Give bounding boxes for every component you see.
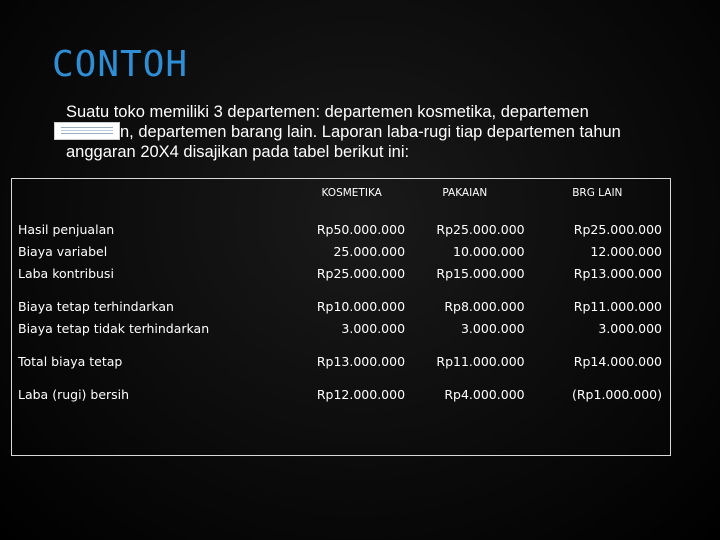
cell-value: Rp12.000.000	[316, 386, 406, 402]
header-empty-cell	[12, 179, 298, 207]
cell-value: Rp13.000.000	[316, 353, 406, 369]
cell-value: (Rp1.000.000)	[572, 386, 662, 402]
cell-value: Rp25.000.000	[573, 221, 662, 237]
table-row	[12, 218, 670, 240]
cell-value: Rp14.000.000	[573, 353, 662, 369]
intro-line-2	[66, 122, 706, 142]
cell-value: Rp25.000.000	[436, 221, 525, 237]
table-row	[12, 262, 670, 284]
intro-paragraph	[66, 102, 706, 162]
row-label: Total biaya tetap	[18, 353, 123, 369]
table-row	[12, 317, 670, 339]
cell-value: 10.000.000	[453, 243, 525, 259]
embedded-thumbnail-image	[54, 122, 120, 140]
cell-value: Rp11.000.000	[436, 353, 525, 369]
row-label: Hasil penjualan	[18, 221, 115, 237]
row-label: Laba kontribusi	[18, 265, 114, 281]
table-header-row	[12, 179, 670, 207]
cell-value: 25.000.000	[333, 243, 406, 259]
row-label: Biaya tetap terhindarkan	[18, 298, 174, 314]
header-kosmetika: KOSMETIKA	[321, 187, 382, 199]
row-label: Biaya variabel	[18, 243, 108, 259]
cell-value: 12.000.000	[590, 243, 662, 259]
cell-value: Rp50.000.000	[316, 221, 406, 237]
header-pakaian: PAKAIAN	[442, 187, 488, 199]
cell-value: Rp15.000.000	[436, 265, 525, 281]
table-row	[12, 350, 670, 372]
intro-line-1: Suatu toko memiliki 3 departemen: departemen kosmetika, departemen	[66, 103, 589, 121]
cell-value: 3.000.000	[598, 320, 662, 336]
row-label: Biaya tetap tidak terhindarkan	[18, 320, 210, 336]
table-row	[12, 295, 670, 317]
cell-value: 3.000.000	[341, 320, 406, 336]
cell-value: Rp4.000.000	[444, 386, 525, 402]
cell-value: Rp11.000.000	[573, 298, 662, 314]
intro-line-2-text: n, departemen barang lain. Laporan laba-rugi tiap departemen tahun	[120, 123, 621, 141]
intro-line-3: anggaran 20X4 disajikan pada tabel berikut ini:	[66, 143, 410, 161]
cell-value: Rp25.000.000	[316, 265, 406, 281]
cell-value: 3.000.000	[460, 320, 525, 336]
table-row	[12, 240, 670, 262]
cell-value: Rp13.000.000	[573, 265, 662, 281]
cell-value: Rp10.000.000	[316, 298, 406, 314]
header-brg-lain: BRG LAIN	[572, 187, 623, 199]
row-label: Laba (rugi) bersih	[18, 386, 130, 402]
cell-value: Rp8.000.000	[444, 298, 525, 314]
slide-title: CONTOH	[52, 44, 189, 85]
table-row	[12, 383, 670, 405]
income-statement-table	[11, 178, 671, 456]
